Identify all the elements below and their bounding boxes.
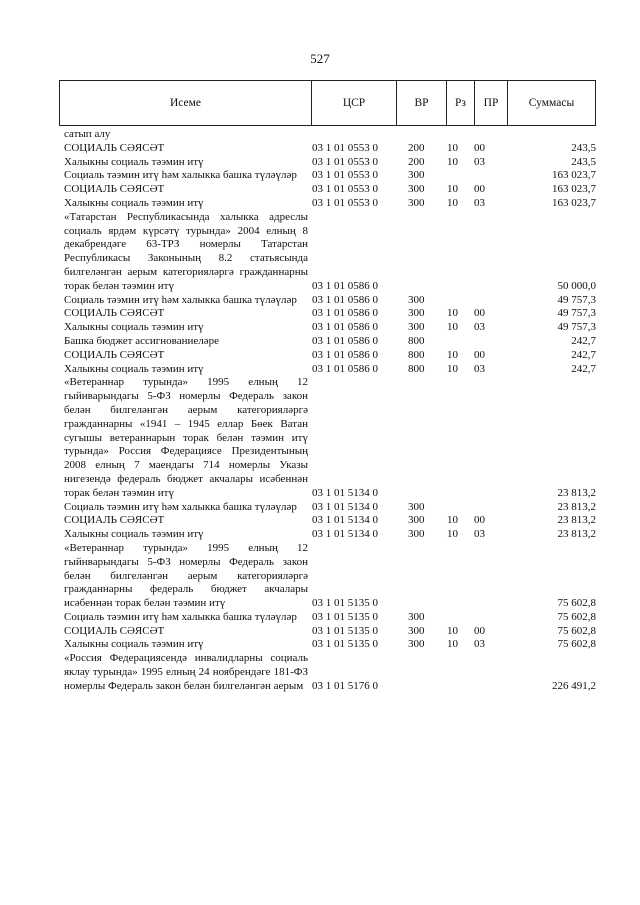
row-name: Социаль тәэмин итү һәм халыкка башка түләүләр — [64, 500, 297, 513]
row-csr: 03 1 01 5134 0 — [312, 500, 378, 513]
row-sum: 23 813,2 — [557, 528, 596, 541]
header-csr: ЦСР — [312, 81, 397, 125]
row-name: СОЦИАЛЬ СӘЯСӘТ — [64, 348, 165, 361]
row-vr: 300 — [408, 321, 425, 334]
row-sum: 75 602,8 — [557, 610, 596, 623]
row-rz: 10 — [447, 183, 458, 196]
header-pr: ПР — [475, 81, 508, 125]
page-number: 527 — [310, 51, 330, 66]
table-body — [64, 128, 596, 694]
header-sum: Суммасы — [528, 97, 575, 109]
header-vr: ВР — [397, 81, 447, 125]
row-vr: 800 — [408, 348, 425, 361]
table-row — [64, 197, 596, 211]
row-csr: 03 1 01 0553 0 — [312, 169, 378, 182]
header-name: Исеме — [60, 81, 312, 125]
row-pr: 00 — [474, 183, 485, 196]
row-rz: 10 — [447, 307, 458, 320]
row-csr: 03 1 01 0586 0 — [312, 334, 378, 347]
row-name: СОЦИАЛЬ СӘЯСӘТ — [64, 624, 165, 637]
table-row — [64, 321, 596, 335]
row-name: СОЦИАЛЬ СӘЯСӘТ — [64, 183, 165, 196]
row-sum: 242,7 — [571, 334, 596, 347]
row-csr: 03 1 01 5135 0 — [312, 624, 378, 637]
row-csr: 03 1 01 5135 0 — [312, 610, 378, 623]
table-row — [64, 501, 596, 515]
row-name: «Татарстан Республикасында халыкка адреслы социаль ярдәм күрсәтү турында» 2004 елның 8 декабрендәге 63-ТРЗ номерлы Татарстан Республикасы Законының 8.2 статьясында билгеләнгән аерым категорияләргә гражданнарны торак белән тәэмин итү — [64, 210, 308, 292]
row-csr: 03 1 01 5135 0 — [312, 638, 378, 651]
row-rz: 10 — [447, 141, 458, 154]
table-row — [64, 363, 596, 377]
row-pr: 03 — [474, 362, 485, 375]
table-row — [64, 335, 596, 349]
row-name: СОЦИАЛЬ СӘЯСӘТ — [64, 307, 165, 320]
table-row — [64, 611, 596, 625]
row-vr: 300 — [408, 293, 425, 306]
table-row — [64, 156, 596, 170]
table-row — [64, 169, 596, 183]
row-sum: 75 602,8 — [557, 597, 596, 610]
row-name: Социаль тәэмин итү һәм халыкка башка түләүләр — [64, 610, 297, 623]
row-csr: 03 1 01 0553 0 — [312, 183, 378, 196]
table-row — [64, 652, 596, 693]
row-vr: 300 — [408, 638, 425, 651]
table-row — [64, 542, 596, 611]
row-sum: 49 757,3 — [557, 293, 596, 306]
table-row — [64, 625, 596, 639]
row-name: «Ветераннар турында» 1995 елның 12 гыйнварындагы 5-ФЗ номерлы Федераль закон белән билгеләнгән аерым категорияләргә гражданнарны федераль бюджет акчалары исәбеннән торак белән тәэмин итү — [64, 541, 308, 610]
table-row — [64, 211, 596, 294]
row-pr: 03 — [474, 638, 485, 651]
row-pr: 00 — [474, 141, 485, 154]
row-pr: 00 — [474, 348, 485, 361]
row-vr: 800 — [408, 334, 425, 347]
row-vr: 300 — [408, 500, 425, 513]
row-sum: 50 000,0 — [557, 279, 596, 292]
row-csr: 03 1 01 0586 0 — [312, 293, 378, 306]
table-row — [64, 183, 596, 197]
row-sum: 243,5 — [571, 141, 596, 154]
row-csr: 03 1 01 0586 0 — [312, 307, 378, 320]
row-rz: 10 — [447, 638, 458, 651]
row-csr: 03 1 01 0586 0 — [312, 362, 378, 375]
row-sum: 23 813,2 — [557, 486, 596, 499]
row-rz: 10 — [447, 348, 458, 361]
row-vr: 300 — [408, 514, 425, 527]
row-pr: 00 — [474, 624, 485, 637]
row-sum: 23 813,2 — [557, 500, 596, 513]
row-sum: 243,5 — [571, 155, 596, 168]
row-name: Халыкны социаль тәэмин итү — [64, 638, 204, 651]
row-name: Халыкны социаль тәэмин итү — [64, 362, 204, 375]
table-row — [64, 514, 596, 528]
row-rz: 10 — [447, 624, 458, 637]
row-pr: 00 — [474, 307, 485, 320]
row-vr: 300 — [408, 196, 425, 209]
row-csr: 03 1 01 5134 0 — [312, 528, 378, 541]
table-row — [64, 142, 596, 156]
row-csr: 03 1 01 5134 0 — [312, 486, 378, 499]
row-sum: 75 602,8 — [557, 638, 596, 651]
row-csr: 03 1 01 0586 0 — [312, 279, 378, 292]
row-csr: 03 1 01 0553 0 — [312, 155, 378, 168]
row-pr: 03 — [474, 196, 485, 209]
row-name: СОЦИАЛЬ СӘЯСӘТ — [64, 514, 165, 527]
row-csr: 03 1 01 5176 0 — [312, 679, 378, 692]
table-row — [64, 294, 596, 308]
row-sum: 49 757,3 — [557, 307, 596, 320]
row-pr: 03 — [474, 155, 485, 168]
row-name: Халыкны социаль тәэмин итү — [64, 155, 204, 168]
row-name: СОЦИАЛЬ СӘЯСӘТ — [64, 141, 165, 154]
row-sum: 49 757,3 — [557, 321, 596, 334]
row-csr: 03 1 01 5135 0 — [312, 597, 378, 610]
row-name: Халыкны социаль тәэмин итү — [64, 196, 204, 209]
row-sum: 23 813,2 — [557, 514, 596, 527]
table-row — [64, 349, 596, 363]
row-sum: 242,7 — [571, 362, 596, 375]
row-sum: 163 023,7 — [552, 196, 596, 209]
table-row — [64, 638, 596, 652]
table-row — [64, 376, 596, 500]
table-header — [59, 80, 596, 126]
row-rz: 10 — [447, 196, 458, 209]
row-rz: 10 — [447, 155, 458, 168]
row-sum: 242,7 — [571, 348, 596, 361]
row-csr: 03 1 01 0586 0 — [312, 321, 378, 334]
header-rz: Рз — [447, 81, 475, 125]
row-pr: 00 — [474, 514, 485, 527]
row-vr: 300 — [408, 169, 425, 182]
row-vr: 200 — [408, 141, 425, 154]
row-rz: 10 — [447, 514, 458, 527]
row-sum: 75 602,8 — [557, 624, 596, 637]
row-pr: 03 — [474, 321, 485, 334]
row-vr: 300 — [408, 528, 425, 541]
row-sum: 226 491,2 — [552, 679, 596, 692]
table-row — [64, 528, 596, 542]
table-row — [64, 128, 596, 142]
row-sum: 163 023,7 — [552, 169, 596, 182]
row-name: «Россия Федерациясендә инвалидларны социаль яклау турында» 1995 елның 24 ноябрендәге 181-ФЗ номерлы Федераль закон белән билгеләнгән аерым — [64, 652, 308, 692]
row-name: Халыкны социаль тәэмин итү — [64, 528, 204, 541]
row-rz: 10 — [447, 362, 458, 375]
row-pr: 03 — [474, 528, 485, 541]
row-vr: 800 — [408, 362, 425, 375]
row-csr: 03 1 01 0586 0 — [312, 348, 378, 361]
row-name: Социаль тәэмин итү һәм халыкка башка түләүләр — [64, 293, 297, 306]
row-vr: 300 — [408, 624, 425, 637]
row-csr: 03 1 01 0553 0 — [312, 196, 378, 209]
row-csr: 03 1 01 5134 0 — [312, 514, 378, 527]
row-name: сатып алу — [64, 128, 111, 140]
row-name: Социаль тәэмин итү һәм халыкка башка түләүләр — [64, 169, 297, 182]
row-vr: 200 — [408, 155, 425, 168]
row-rz: 10 — [447, 528, 458, 541]
row-name: Халыкны социаль тәэмин итү — [64, 321, 204, 334]
row-csr: 03 1 01 0553 0 — [312, 141, 378, 154]
row-vr: 300 — [408, 307, 425, 320]
row-rz: 10 — [447, 321, 458, 334]
row-name: «Ветераннар турында» 1995 елның 12 гыйнварындагы 5-ФЗ номерлы Федераль закон белән билгеләнгән аерым категорияләргә гражданнарны «1941 – 1945 еллар Бөек Ватан сугышы ветераннарын торак белән тәэмин итү турында» Россия Федерациясе Президентының 2008 елның 7 маендагы 714 номерлы Указы нигезендә федераль бюджет акчалары исәбеннән торак белән тәэмин итү — [64, 376, 308, 499]
row-name: Башка бюджет ассигнованиеләре — [64, 334, 219, 347]
row-vr: 300 — [408, 610, 425, 623]
row-sum: 163 023,7 — [552, 183, 596, 196]
table-row — [64, 307, 596, 321]
row-vr: 300 — [408, 183, 425, 196]
